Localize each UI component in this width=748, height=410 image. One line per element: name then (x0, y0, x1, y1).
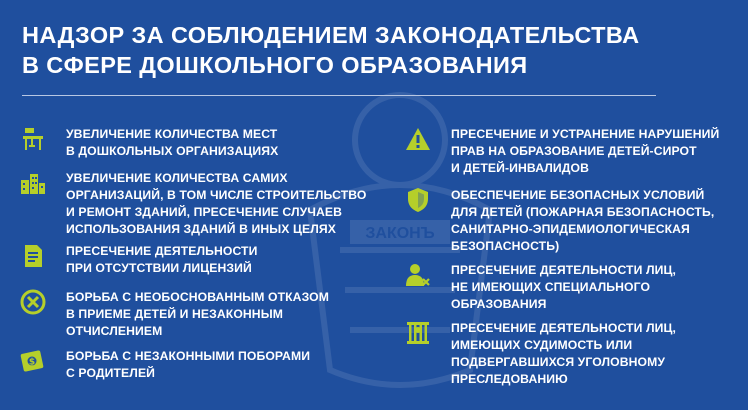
page-title (22, 20, 722, 80)
list-item-line: И РЕМОНТ ЗДАНИЙ, ПРЕСЕЧЕНИЕ СЛУЧАЕВ (66, 205, 343, 219)
list-item-line: БЕЗОПАСНОСТЬ) (451, 239, 560, 253)
svg-text:$: $ (28, 357, 36, 368)
page-title-line-1: НАДЗОР ЗА СОБЛЮДЕНИЕМ ЗАКОНОДАТЕЛЬСТВА (22, 22, 640, 48)
list-item-line: ПРЕСЕЧЕНИЕ ДЕЯТЕЛЬНОСТИ ЛИЦ, (451, 321, 676, 335)
list-item-line: САНИТАРНО-ЭПИДЕМИОЛОГИЧЕСКАЯ (451, 222, 690, 236)
list-item-line: ПРАВ НА ОБРАЗОВАНИЕ ДЕТЕЙ-СИРОТ (451, 144, 697, 158)
list-item-line: УВЕЛИЧЕНИЕ КОЛИЧЕСТВА САМИХ (66, 171, 288, 185)
prison-bars-icon (405, 320, 431, 346)
list-item-line: ОБЕСПЕЧЕНИЕ БЕЗОПАСНЫХ УСЛОВИЙ (451, 188, 705, 202)
list-item-line: БОРЬБА С НЕЗАКОННЫМИ ПОБОРАМИ (66, 349, 311, 363)
list-item-line: БОРЬБА С НЕОБОСНОВАННЫМ ОТКАЗОМ (66, 290, 329, 304)
circle-cross-icon (20, 289, 46, 315)
list-item-line: ИМЕЮЩИХ СУДИМОСТЬ ИЛИ (451, 338, 633, 352)
list-item-line: ПРЕСЕЧЕНИЕ ДЕЯТЕЛЬНОСТИ (66, 244, 258, 258)
page-title-line-2: В СФЕРЕ ДОШКОЛЬНОГО ОБРАЗОВАНИЯ (22, 52, 528, 78)
list-item-line: В ДОШКОЛЬНЫХ ОРГАНИЗАЦИЯХ (66, 144, 279, 158)
buildings-icon (20, 170, 46, 196)
list-item-line: ПРЕСЕЧЕНИЕ ДЕЯТЕЛЬНОСТИ ЛИЦ, (451, 263, 676, 277)
list-item-line: ОБРАЗОВАНИЯ (451, 297, 547, 311)
list-item-line: В ПРИЕМЕ ДЕТЕЙ И НЕЗАКОННЫМ (66, 307, 283, 321)
school-desk-icon (20, 126, 46, 152)
list-item-line: ПРИ ОТСУТСТВИИ ЛИЦЕНЗИЙ (66, 261, 252, 275)
list-item-line: ДЛЯ ДЕТЕЙ (ПОЖАРНАЯ БЕЗОПАСНОСТЬ, (451, 205, 715, 219)
shield-icon (405, 187, 431, 213)
title-divider (22, 95, 656, 96)
money-bill-icon (20, 348, 46, 374)
list-item-line: ПОДВЕРГАВШИХСЯ УГОЛОВНОМУ (451, 355, 666, 369)
list-item-line: ПРЕСЛЕДОВАНИЮ (451, 372, 568, 386)
watermark-text: ЗАКОНЪ (365, 225, 435, 242)
list-item-line: С РОДИТЕЛЕЙ (66, 366, 156, 380)
list-item-line: ОТЧИСЛЕНИЕМ (66, 324, 163, 338)
list-item-line: И ДЕТЕЙ-ИНВАЛИДОВ (451, 161, 590, 175)
list-item-line: НЕ ИМЕЮЩИХ СПЕЦИАЛЬНОГО (451, 280, 651, 294)
warning-triangle-icon (405, 126, 431, 152)
person-cross-icon (405, 262, 431, 288)
list-item-line: ОРГАНИЗАЦИЙ, В ТОМ ЧИСЛЕ СТРОИТЕЛЬСТВО (66, 188, 367, 202)
list-item-line: УВЕЛИЧЕНИЕ КОЛИЧЕСТВА МЕСТ (66, 127, 278, 141)
license-document-icon (20, 243, 46, 269)
list-item-line: ИСПОЛЬЗОВАНИЯ ЗДАНИЙ В ИНЫХ ЦЕЛЯХ (66, 222, 336, 236)
list-item-line: ПРЕСЕЧЕНИЕ И УСТРАНЕНИЕ НАРУШЕНИЙ (451, 127, 720, 141)
